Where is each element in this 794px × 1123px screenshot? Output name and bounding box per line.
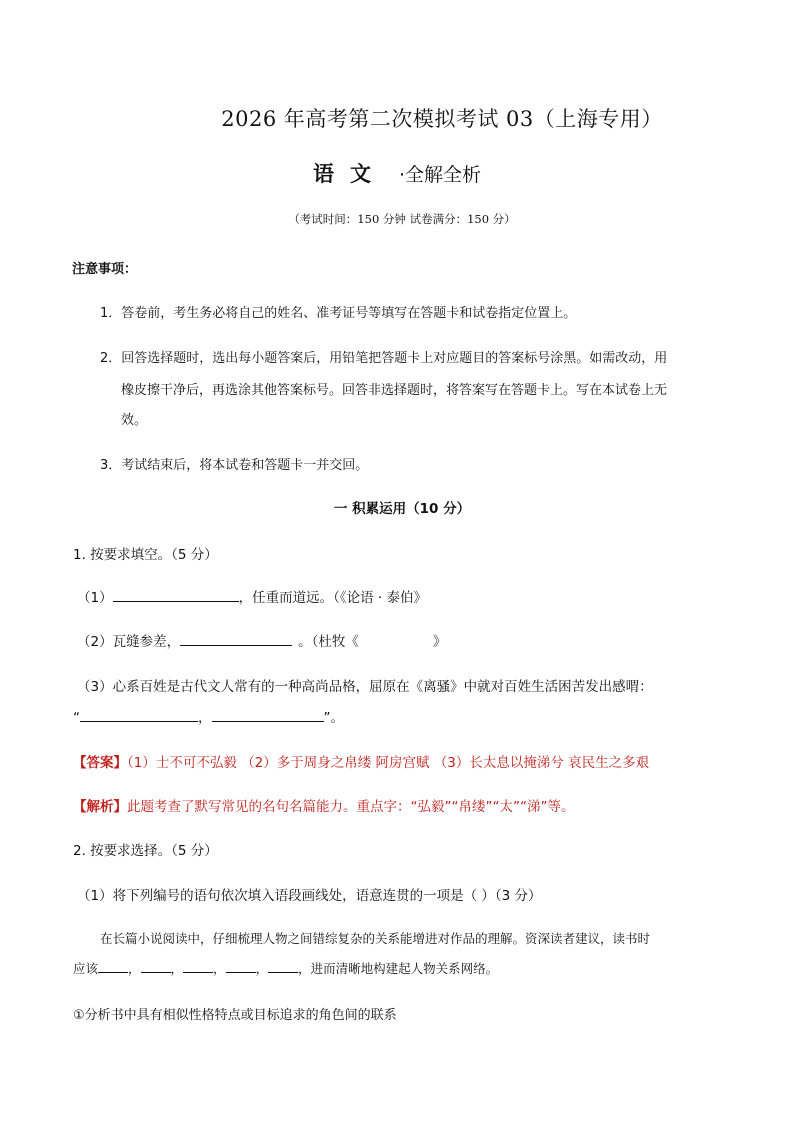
notice-item-1: 1．答卷前，考生务必将自己的姓名、准考证号等填写在答题卡和试卷指定位置上。 bbox=[100, 306, 577, 321]
sep-2: ， bbox=[170, 961, 184, 976]
notice-item-3: 3．考试结束后，将本试卷和答题卡一并交回。 bbox=[100, 458, 369, 473]
sep-4: ， bbox=[255, 961, 269, 976]
passage-blank-3[interactable] bbox=[183, 960, 213, 973]
subtitle bbox=[0, 158, 794, 188]
notice-item-2-line-2: 橡皮擦干净后，再选涂其他答案标号。回答非选择题时，将答案写在答题卡上。写在本试卷上无 bbox=[121, 383, 668, 398]
passage-blank-1[interactable] bbox=[98, 960, 128, 973]
question-1-part-2 bbox=[77, 630, 446, 650]
question-2-stem: 2. 按要求选择。（5 分） bbox=[73, 843, 218, 859]
subtitle-rest: ·全解全析 bbox=[398, 164, 482, 186]
q1-s1-prefix: （1） bbox=[77, 590, 113, 606]
quote-open: “ bbox=[73, 710, 80, 726]
question-1-stem: 1. 按要求填空。（5 分） bbox=[73, 547, 218, 563]
analysis-line bbox=[73, 795, 574, 815]
analysis-text: 此题考查了默写常见的名句名篇能力。重点字：“弘毅”“帛缕”“太”“涕”等。 bbox=[127, 799, 575, 815]
answer-text: （1）士不可不弘毅 （2）多于周身之帛缕 阿房宫赋 （3）长太息以掩涕兮 哀民生之多艰 bbox=[127, 755, 650, 771]
subject-char-1: 语 bbox=[312, 161, 336, 186]
subject-char-2: 文 bbox=[349, 161, 399, 186]
passage-blank-2[interactable] bbox=[141, 960, 171, 973]
q1-s2-prefix: （2）瓦缝参差， bbox=[77, 634, 181, 650]
fill-blank-1[interactable] bbox=[113, 587, 239, 602]
passage-line-2 bbox=[73, 959, 498, 977]
notice-item-2-line-3: 效。 bbox=[121, 413, 148, 428]
q1-s2-end: 》 bbox=[432, 634, 447, 650]
fill-blank-4[interactable] bbox=[80, 707, 198, 722]
exam-info: （考试时间：150 分钟 试卷满分：150 分） bbox=[288, 212, 516, 226]
comma: ， bbox=[198, 710, 212, 726]
option-1: ①分析书中具有相似性格特点或目标追求的角色间的联系 bbox=[73, 1008, 397, 1023]
passage-blank-5[interactable] bbox=[268, 960, 298, 973]
analysis-tag: 【解析】 bbox=[73, 799, 127, 815]
sep-3: ， bbox=[213, 961, 226, 976]
section-heading: 一 积累运用（10 分） bbox=[333, 501, 471, 517]
passage-prefix: 应该 bbox=[73, 961, 99, 976]
notice-heading: 注意事项： bbox=[72, 262, 138, 277]
passage-line-1: 在长篇小说阅读中，仔细梳理人物之间错综复杂的关系能增进对作品的理解。资深读者建议，读书时 bbox=[100, 931, 651, 946]
passage-blank-4[interactable] bbox=[226, 960, 256, 973]
fill-blank-2[interactable] bbox=[180, 631, 292, 646]
question-1-part-3-line-2 bbox=[73, 706, 344, 726]
question-1-part-1 bbox=[77, 586, 427, 606]
passage-suffix: ，进而清晰地构建起人物关系网络。 bbox=[298, 961, 499, 976]
q1-s1-suffix: ，任重而道远。（《论语 · 泰伯》 bbox=[238, 590, 427, 606]
page-title: 2026 年高考第二次模拟考试 03（上海专用） bbox=[221, 107, 663, 131]
question-1-part-3-line-1: （3）心系百姓是古代文人常有的一种高尚品格，屈原在《离骚》中就对百姓生活困苦发出感喟： bbox=[77, 679, 653, 695]
sep-1: ， bbox=[128, 961, 141, 976]
quote-close: ”。 bbox=[323, 710, 344, 726]
q1-s2-suffix: 。（杜牧《 bbox=[298, 634, 359, 650]
answer-line bbox=[73, 751, 649, 771]
question-2-part-1: （1）将下列编号的语句依次填入语段画线处，语意连贯的一项是（ ）（3 分） bbox=[77, 888, 542, 904]
answer-tag: 【答案】 bbox=[73, 755, 127, 771]
fill-blank-5[interactable] bbox=[212, 707, 324, 722]
notice-item-2-line-1: 2．回答选择题时，选出每小题答案后，用铅笔把答题卡上对应题目的答案标号涂黑。如需改动，用 bbox=[100, 351, 668, 366]
